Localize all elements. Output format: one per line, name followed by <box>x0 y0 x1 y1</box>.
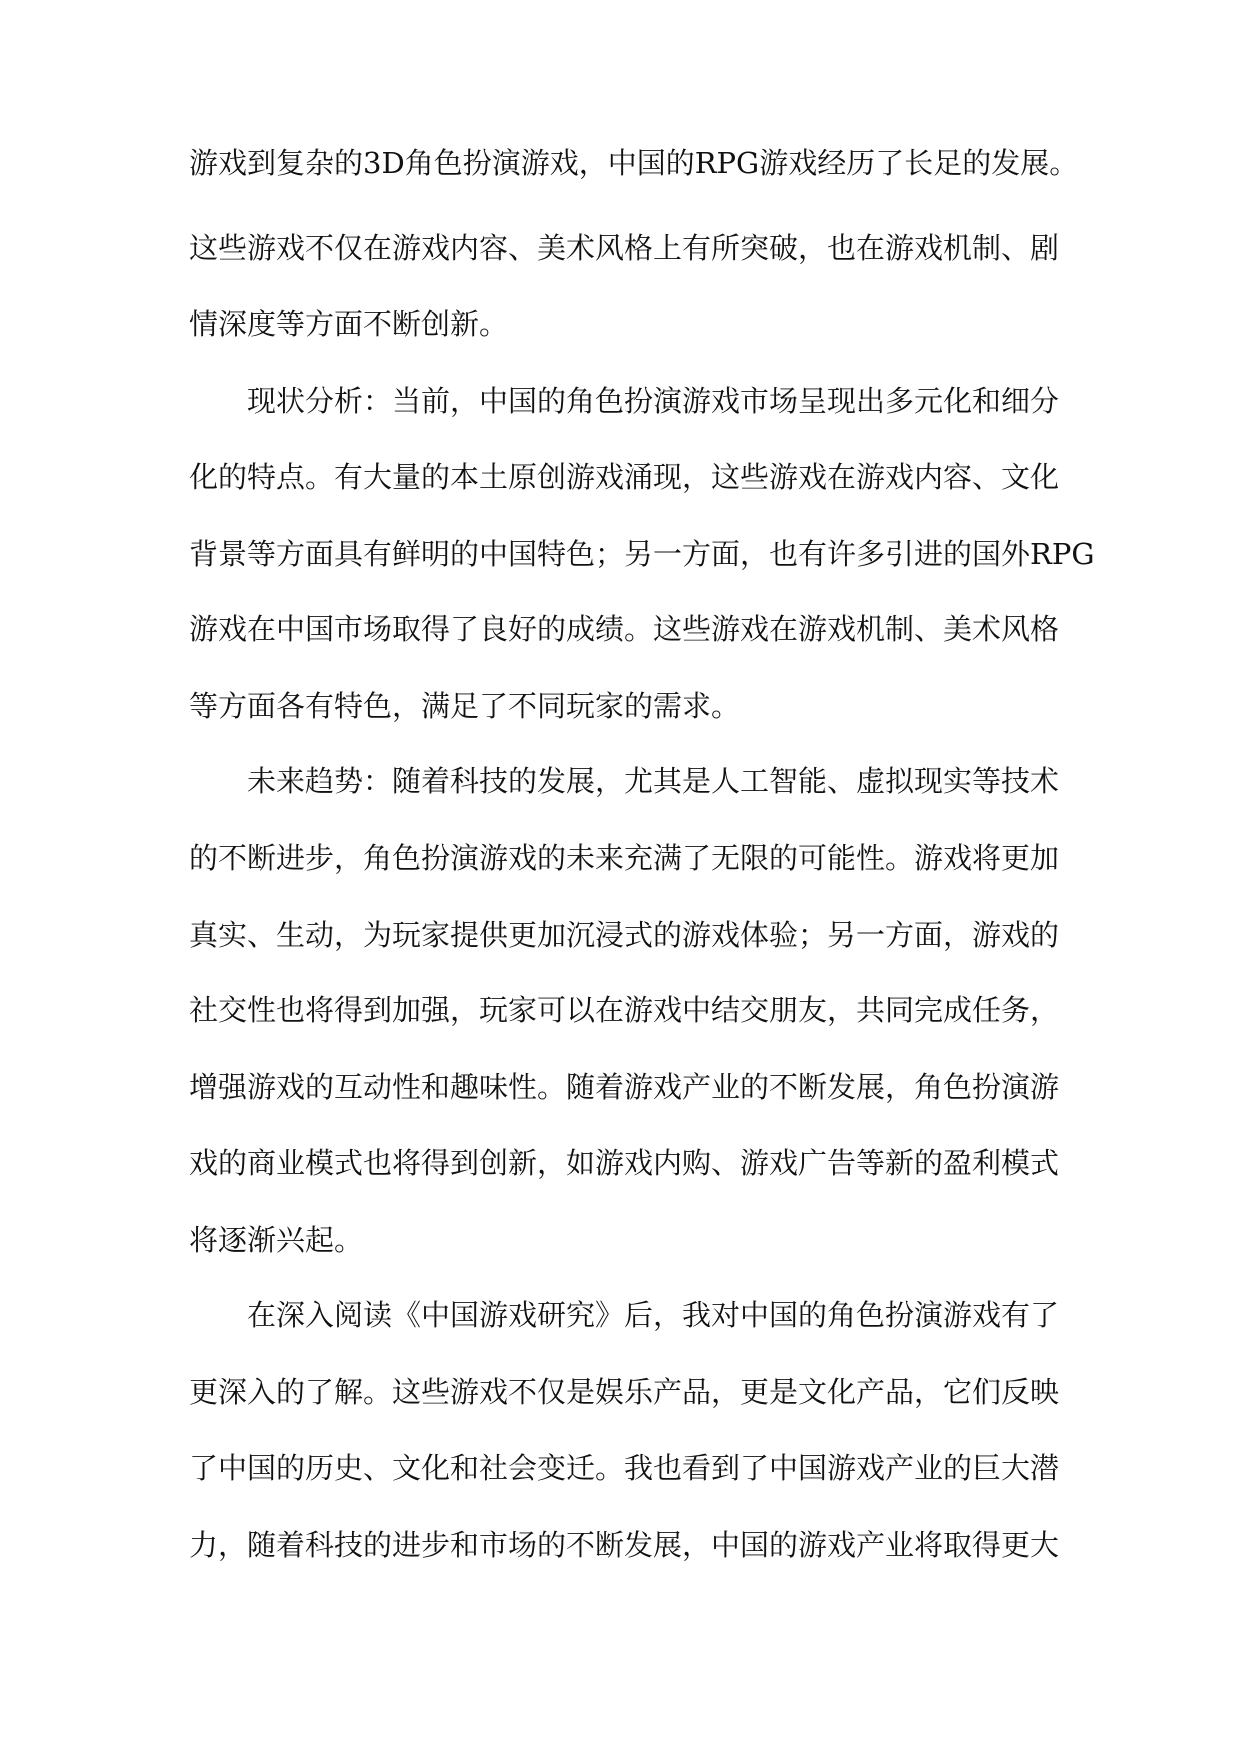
text-line: 情深度等方面不断创新。 <box>189 307 509 341</box>
text-line: 戏的商业模式也将得到创新，如游戏内购、游戏广告等新的盈利模式 <box>189 1146 1060 1180</box>
text-line: 力，随着科技的进步和市场的不断发展，中国的游戏产业将取得更大 <box>189 1528 1060 1562</box>
text-line: 未来趋势：随着科技的发展，尤其是人工智能、虚拟现实等技术 <box>247 764 1060 798</box>
text-line: 游戏到复杂的3D角色扮演游戏，中国的RPG游戏经历了长足的发展。 <box>189 146 1079 180</box>
text-line: 的不断进步，角色扮演游戏的未来充满了无限的可能性。游戏将更加 <box>189 841 1060 875</box>
text-line: 现状分析：当前，中国的角色扮演游戏市场呈现出多元化和细分 <box>247 384 1060 418</box>
text-line: 增强游戏的互动性和趣味性。随着游戏产业的不断发展，角色扮演游 <box>189 1070 1060 1104</box>
text-line: 化的特点。有大量的本土原创游戏涌现，这些游戏在游戏内容、文化 <box>189 460 1060 494</box>
text-line: 背景等方面具有鲜明的中国特色；另一方面，也有许多引进的国外RPG <box>189 537 1095 571</box>
text-line: 真实、生动，为玩家提供更加沉浸式的游戏体验；另一方面，游戏的 <box>189 918 1060 952</box>
text-line: 这些游戏不仅在游戏内容、美术风格上有所突破，也在游戏机制、剧 <box>189 231 1060 265</box>
text-line: 社交性也将得到加强，玩家可以在游戏中结交朋友，共同完成任务， <box>189 993 1060 1027</box>
text-line: 等方面各有特色，满足了不同玩家的需求。 <box>189 689 741 723</box>
text-line: 了中国的历史、文化和社会变迁。我也看到了中国游戏产业的巨大潜 <box>189 1451 1060 1485</box>
text-line: 更深入的了解。这些游戏不仅是娱乐产品，更是文化产品，它们反映 <box>189 1375 1060 1409</box>
text-line: 将逐渐兴起。 <box>189 1223 364 1257</box>
text-line: 在深入阅读《中国游戏研究》后，我对中国的角色扮演游戏有了 <box>247 1298 1060 1332</box>
text-line: 游戏在中国市场取得了良好的成绩。这些游戏在游戏机制、美术风格 <box>189 612 1060 646</box>
